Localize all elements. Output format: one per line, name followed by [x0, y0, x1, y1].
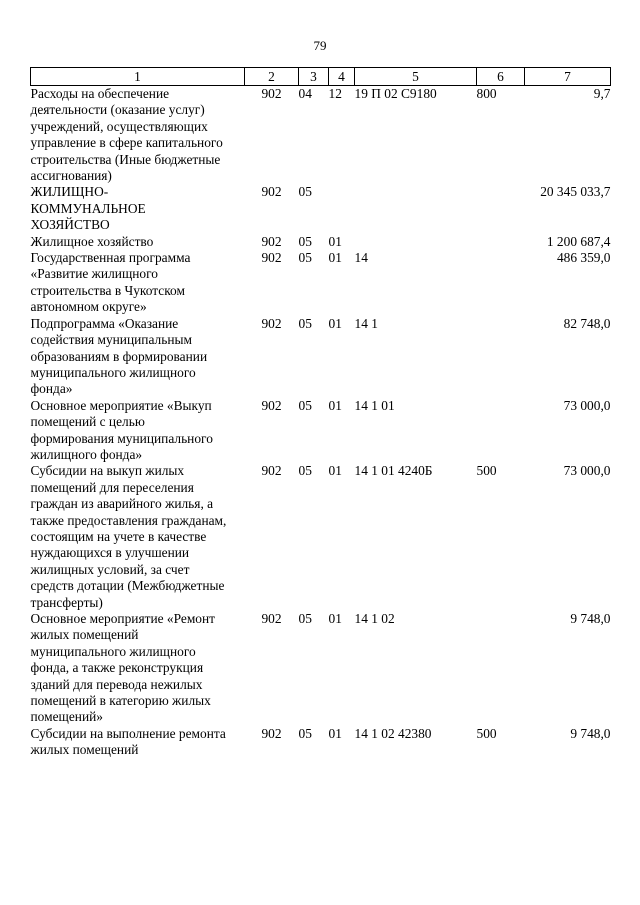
row-section-code: 04: [298, 86, 312, 101]
row-amount: 486 359,0: [556, 250, 611, 266]
row-section-code: 05: [298, 725, 312, 741]
table-row: [31, 463, 611, 611]
header-col-3: 3: [299, 68, 329, 86]
row-section-code: 05: [298, 184, 312, 200]
row-target-code: [355, 234, 477, 250]
row-subsection-code: 01: [328, 315, 342, 331]
row-amount: 82 748,0: [563, 315, 611, 331]
row-subsection-code: 01: [328, 463, 342, 479]
row-ministry-code: 902: [261, 184, 282, 200]
row-ministry-code: 902: [261, 397, 282, 413]
row-target-code: 14 1 01: [354, 397, 395, 413]
row-ministry-code: 902: [261, 725, 282, 741]
row-subsection-code: 01: [328, 725, 342, 741]
row-ministry-code: 902: [261, 250, 282, 266]
row-subsection-code: 01: [328, 397, 342, 413]
table-row: [31, 316, 611, 398]
table-row: [31, 726, 611, 759]
row-ministry-code: 902: [261, 315, 282, 331]
row-ministry-code: 902: [261, 463, 282, 479]
row-expense-type-code: [477, 316, 525, 398]
row-name: Субсидии на выполнение ремонта жилых помещений: [30, 725, 226, 758]
row-name: ЖИЛИЩНО-КОММУНАЛЬНОЕ ХОЗЯЙСТВО: [30, 184, 146, 233]
row-target-code: 19 П 02 С9180: [354, 86, 437, 101]
row-section-code: 05: [298, 463, 312, 479]
row-amount: 9 748,0: [570, 725, 611, 741]
row-subsection-code: 12: [328, 86, 342, 101]
header-col-5: 5: [355, 68, 477, 86]
row-name: Основное мероприятие «Ремонт жилых помещений муниципального жилищного фонда, а также реконструкция зданий для перевода нежилых помещений в категорию жилых помещений»: [30, 611, 216, 725]
row-ministry-code: 902: [261, 86, 282, 101]
table-row: [31, 234, 611, 250]
row-expense-type-code: [477, 398, 525, 464]
row-amount: 9,7: [593, 86, 611, 101]
row-amount: 1 200 687,4: [546, 233, 611, 249]
row-section-code: 05: [298, 611, 312, 626]
budget-table: [30, 67, 611, 759]
row-subsection-code: 01: [328, 250, 342, 266]
row-target-code: 14 1: [354, 315, 378, 331]
table-row: [31, 184, 611, 233]
row-target-code: 14 1 01 4240Б: [354, 463, 433, 479]
row-name: Субсидии на выкуп жилых помещений для переселения граждан из аварийного жилья, а также предоставления гражданам, состоящим на учете в качестве нуждающихся в улучшении жилищных условий, за счет средств дотации (Межбюджетные трансферты): [30, 463, 227, 610]
header-row: [31, 68, 611, 86]
table-row: [31, 250, 611, 316]
row-subsection-code: 01: [328, 233, 342, 249]
row-subsection-code: 01: [328, 611, 342, 626]
table-row: [31, 86, 611, 185]
row-amount: 73 000,0: [563, 397, 611, 413]
row-expense-type-code: [477, 184, 525, 233]
row-target-code: 14 1 02: [354, 611, 395, 626]
header-col-7: 7: [525, 68, 611, 86]
row-subsection-code: [329, 184, 355, 233]
row-target-code: [355, 184, 477, 233]
row-name: Основное мероприятие «Выкуп помещений с целью формирования муниципального жилищного фонда»: [30, 397, 213, 462]
header-col-1: 1: [31, 68, 245, 86]
row-section-code: 05: [298, 250, 312, 266]
row-ministry-code: 902: [261, 233, 282, 249]
row-expense-type-code: 800: [476, 86, 497, 101]
table-row: [31, 611, 611, 726]
row-section-code: 05: [298, 397, 312, 413]
row-ministry-code: 902: [261, 611, 282, 626]
header-col-6: 6: [477, 68, 525, 86]
row-amount: 20 345 033,7: [540, 184, 611, 200]
row-target-code: 14: [354, 250, 368, 266]
row-name: Жилищное хозяйство: [30, 233, 154, 249]
row-section-code: 05: [298, 233, 312, 249]
row-target-code: 14 1 02 42380: [354, 725, 432, 741]
row-name: Расходы на обеспечение деятельности (оказание услуг) учреждений, осуществляющих управление в сфере капитального строительства (Иные бюджетные ассигнования): [30, 86, 223, 184]
row-section-code: 05: [298, 315, 312, 331]
row-expense-type-code: [477, 250, 525, 316]
row-expense-type-code: 500: [476, 725, 497, 741]
table-row: [31, 398, 611, 464]
row-expense-type-code: [477, 611, 525, 726]
page-number: 79: [313, 38, 327, 53]
header-col-2: 2: [245, 68, 299, 86]
row-expense-type-code: 500: [476, 463, 497, 479]
row-expense-type-code: [477, 234, 525, 250]
row-name: Государственная программа «Развитие жилищного строительства в Чукотском автономном округе»: [30, 250, 191, 315]
row-name: Подпрограмма «Оказание содействия муниципальным образованиям в формировании муниципального жилищного фонда»: [30, 315, 208, 397]
header-col-4: 4: [329, 68, 355, 86]
row-amount: 73 000,0: [563, 463, 611, 479]
row-amount: 9 748,0: [570, 611, 611, 626]
